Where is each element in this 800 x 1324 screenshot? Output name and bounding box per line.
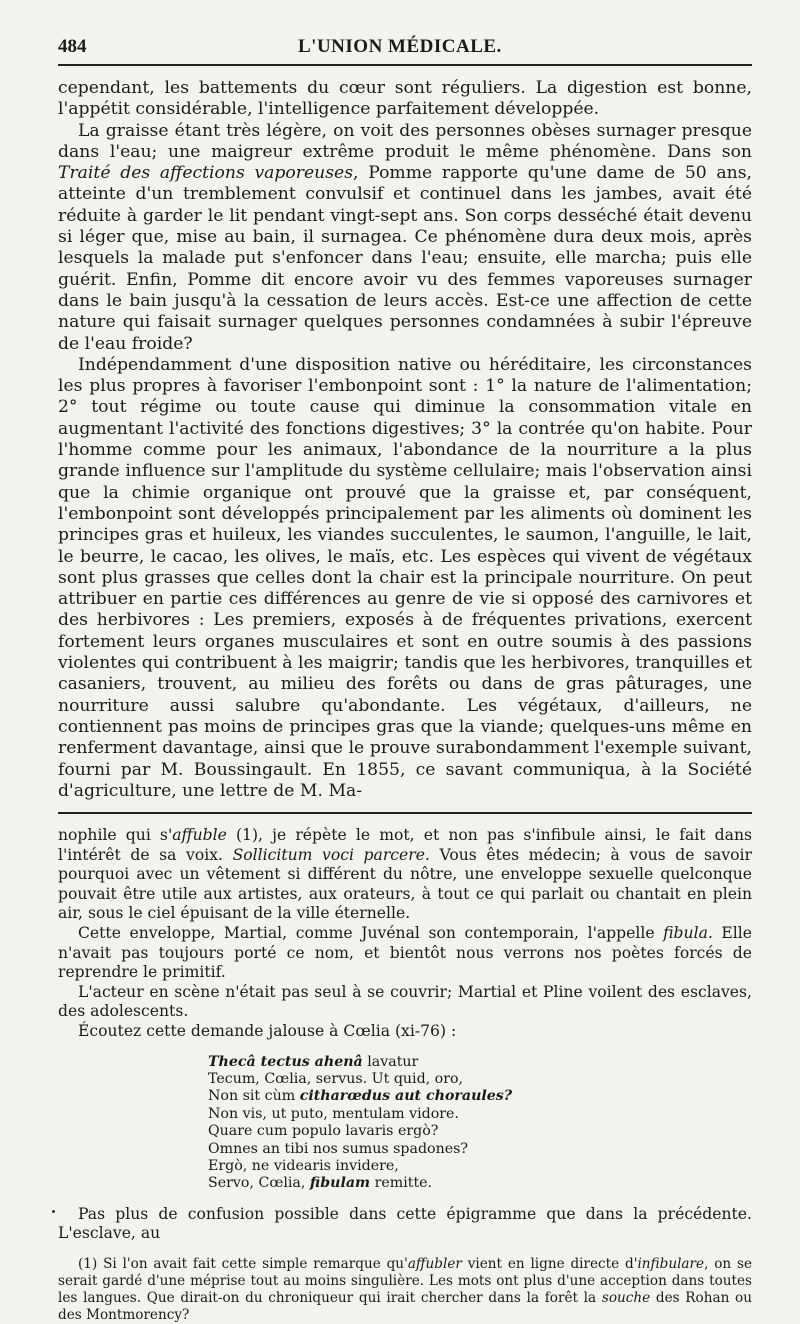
note-paragraph-4: Écoutez cette demande jalouse à Cœlia (xi-76) : bbox=[78, 1022, 457, 1041]
note-paragraph-3: L'acteur en scène n'était pas seul à se couvrir; Martial et Pline voilent des esclaves, des adolescents. bbox=[58, 982, 752, 1021]
note-paragraph-1 bbox=[58, 826, 752, 924]
page-number: 484 bbox=[58, 36, 87, 57]
paragraph-2-text-b: , Pomme rapporte qu'une dame de 50 ans, atteinte d'un tremblement convulsif et continuel dans les jambes, avait été réduite à garder le lit pendant vingt-sept ans. Son corps desséché était devenu si léger que, mise au bain, il surnagea. Ce phénomène dura deux mois, après lesquels la malade put s'enfoncer dans l'eau; ensuite, elle marcha; puis elle guérit. Enfin, Pomme dit encore avoir vu des femmes vaporeuses surnager dans le bain jusqu'à la cessation de leurs accès. Est-ce une affection de cette nature qui faisait surnager quelques personnes condamnées à subir l'épreuve de l'eau froide? bbox=[58, 163, 752, 354]
footnote-b: vient en ligne directe d' bbox=[461, 1256, 638, 1273]
note-2-text-b: Elle n'avait pas toujours porté ce nom, et bientôt nous verrons nos poètes forcés de reprendre le primitif. bbox=[58, 924, 752, 982]
notes-rule bbox=[58, 812, 752, 814]
notes-section bbox=[58, 826, 752, 1244]
poem-line-3-em: citharœdus aut choraules? bbox=[299, 1088, 513, 1105]
poem-line-8-a: Servo, Cœlia, bbox=[208, 1175, 310, 1192]
note-1-word: affuble bbox=[172, 826, 227, 845]
poem-line-1-em: Thecâ tectus ahenâ bbox=[208, 1053, 363, 1070]
footnote-em-3: souche bbox=[601, 1290, 651, 1307]
note-1-text-a: nophile qui s' bbox=[58, 826, 173, 845]
running-header bbox=[58, 30, 752, 62]
poem-line: Quare cum populo lavaris ergò? bbox=[208, 1123, 439, 1140]
paragraph-1: cependant, les battements du cœur sont réguliers. La digestion est bonne, l'appétit considérable, l'intelligence parfaitement développée. bbox=[58, 78, 752, 120]
footnote-text bbox=[58, 1256, 752, 1324]
footnote-em-2: infibulare bbox=[637, 1256, 705, 1273]
paragraph-2-text-a: La graisse étant très légère, on voit des personnes obèses surnager presque dans l'eau; une maigreur extrême produit le même phénomène. Dans son bbox=[58, 120, 752, 162]
paragraph-3: Indépendamment d'une disposition native ou héréditaire, les circonstances les plus propres à favoriser l'embonpoint sont : 1° la nature de l'alimentation; 2° tout régime ou toute cause qui diminue la consommation vitale en augmentant l'activité des fonctions digestives; 3° la contrée qu'on habite. Pour l'homme comme pour les animaux, l'abondance de la nourriture a la plus grande influence sur l'amplitude du système cellulaire; mais l'observation ainsi que la chimie organique ont prouvé que la graisse et, par conséquent, l'embonpoint sont développés principalement par les aliments où dominent les principes gras et huileux, les viandes succulentes, le saumon, l'anguille, le lait, le beurre, le cacao, les olives, le maïs, etc. Les espèces qui vivent de végétaux sont plus grasses que celles dont la chair est la principale nourriture. On peut attribuer en partie ces différences au genre de vie si opposé des carnivores et des herbivores : Les premiers, exposés à de fréquentes privations, exercent fortement leurs organes musculaires et sont en outre soumis à des passions violentes qui contribuent à les maigrir; tandis que les herbivores, tranquilles et casaniers, trouvent, au milieu des forêts ou dans de gras pâturages, une nourriture aussi salubre qu'abondante. Les végétaux, d'ailleurs, ne contiennent pas moins de principes gras que la viande; quelques-uns même en renferment davantage, ainsi que le prouve surabondamment l'exemple suivant, fourni par M. Boussingault. En 1855, ce savant communiqua, à la Société d'agriculture, une lettre de M. Ma- bbox=[58, 354, 752, 801]
note-paragraph-5: Pas plus de confusion possible dans cette épigramme que dans la précédente. L'esclave, au bbox=[58, 1204, 752, 1243]
footnote-em-1: affubler bbox=[407, 1256, 462, 1273]
footnote-a: (1) Si l'on avait fait cette simple remarque qu' bbox=[78, 1256, 408, 1273]
note-paragraph-2 bbox=[58, 924, 752, 983]
poem-line bbox=[208, 1088, 752, 1105]
poem-line-1-rest: lavatur bbox=[362, 1053, 419, 1070]
poem-line: Non vis, ut puto, mentulam vidore. bbox=[208, 1105, 459, 1122]
poem bbox=[208, 1054, 752, 1193]
book-title: Traité des affections vaporeuses bbox=[58, 163, 354, 184]
poem-line-8-em: fibulam bbox=[309, 1175, 371, 1192]
note-1-text-c: Vous êtes médecin; à vous de savoir pourquoi avec un vêtement si différent du nôtre, une enveloppe sexuelle quelconque pouvait être utile aux artistes, aux orateurs, à tout ce qui parlait ou chantait en plein air, sous le ciel épuisant de la ville éternelle. bbox=[58, 845, 752, 923]
main-text bbox=[58, 78, 752, 802]
footnote bbox=[58, 1256, 752, 1324]
poem-line: Ergò, ne videaris invidere, bbox=[208, 1158, 399, 1175]
poem-line: Omnes an tibi nos sumus spadones? bbox=[208, 1140, 469, 1157]
running-title: L'UNION MÉDICALE. bbox=[298, 36, 502, 57]
poem-line bbox=[208, 1054, 752, 1071]
footnote-c: , on se serait gardé d'une méprise tout au moins singulière. Les mots ont plus d'une acception dans toutes les langues. Que dirait-on du chroniqueur qui irait chercher dans la forêt la bbox=[58, 1256, 752, 1307]
poem-line: Tecum, Cœlia, servus. Ut quid, oro, bbox=[208, 1071, 464, 1088]
note-1-latin: Sollicitum voci parcere. bbox=[232, 845, 430, 864]
footnote-d: des Rohan ou des Montmorency? bbox=[58, 1290, 752, 1324]
paragraph-2 bbox=[58, 121, 752, 355]
poem-line bbox=[208, 1175, 752, 1192]
note-2-text-a: Cette enveloppe, Martial, comme Juvénal son contemporain, l'appelle bbox=[78, 924, 664, 943]
poem-line-3-a: Non sit cùm bbox=[208, 1088, 300, 1105]
ink-spot bbox=[52, 1210, 55, 1213]
note-2-word: fibula. bbox=[663, 924, 713, 943]
note-1-text-b: (1), je répète le mot, et non pas s'infibule ainsi, le fait dans l'intérêt de sa voix. bbox=[58, 826, 752, 864]
header-rule bbox=[58, 64, 752, 66]
poem-line-8-b: remitte. bbox=[370, 1175, 433, 1192]
